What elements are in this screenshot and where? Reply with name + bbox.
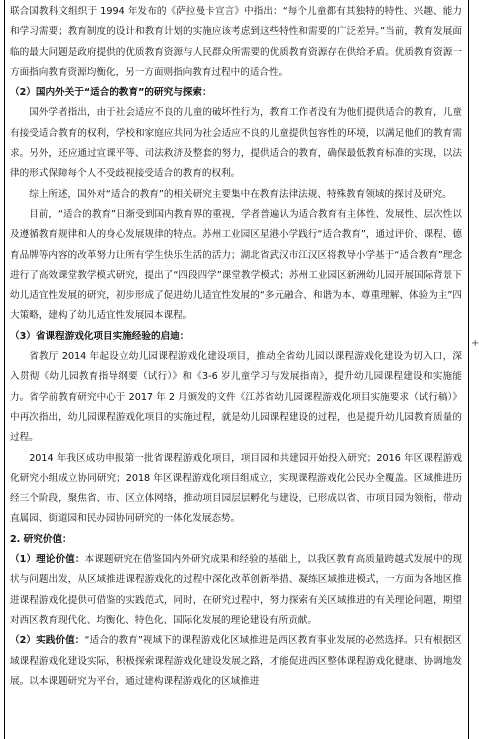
- paragraph-summary: 综上所述，国外对“适合的教育”的相关研究主要集中在教育法律法规、特殊教育领域的探讨及研究。: [29, 188, 452, 200]
- section-heading-research-value: 2. 研究价值：: [10, 533, 72, 545]
- paragraph-foreign-research: 国外学者指出，由于社会适应不良的儿童的破坏性行为，教育工作者没有为他们提供适合的教育，儿童有接受适合教育的权利，学校和家庭应共同为社会适应不良的儿童提供包容性的环境，以满足他们的教育需求。另外，还应通过宣课平等、司法救济及整套的努力，提供适合的教育，确保最低教育标准的实现，以法律的形式保障每个人不受歧视接受适合的教育的权利。: [10, 107, 462, 180]
- paragraph-theory-value: [10, 550, 462, 631]
- paragraph-domestic-research: 目前，“适合的教育”日渐受到国内教育界的重视，学者普遍认为适合教育有主体性、发展性、层次性以及遵循教育规律和人的身心发展规律的特点。苏州工业园区星港小学践行“适合教育”，通过评价、课程、德育品牌等内容的改革努力让所有学生快乐生活的活力；湖北省武汉市江汉区将教导小学基于“适合教育”理念进行了高效课堂教学模式研究，提出了“四段四学”课堂教学模式；苏州工业园区新洲幼儿园开展国际背景下幼儿适宜性发展的研究，初步形成了促进幼儿适宜性发展的“多元融合、和谐为本、尊重理解、体验为主”四大策略，建构了幼儿适宜性发展园本课程。: [10, 208, 462, 322]
- paragraph-district-progress: 2014 年我区成功申报第一批省课程游戏化项目，项目园和共建园开始投入研究；2016 年区课程游戏化研究小组成立协同研究；2018 年区课程游戏化项目组成立，实现课程游戏化公民办全覆盖。区域推进历经三个阶段，聚焦省、市、区立体网络，推动项目园层层孵化与建设，已形成以省、市项目园为领衔，带动直属园、街道园和民办园协同研究的一体化发展态势。: [10, 452, 462, 525]
- text-theory-value: 本课题研究在借鉴国内外研究成果和经验的基础上，以我区教育高质量跨越式发展中的现状与问题出发，从区域推进课程游戏化的过程中深化改革创新举措、凝练区域推进模式，一方面为各地区推进课程游戏化提供可借鉴的实践范式，同时，在研究过程中，努力探索有关区域推进的有关理论问题，期望对西区教育现代化、均衡化、特色化、国际化发展的理论建设有所贡献。: [10, 554, 462, 626]
- margin-plus-marker: +: [471, 338, 479, 349]
- paragraph-salamanca: 联合国教科文组织于 1994 年发布的《萨拉曼卡宣言》中指出：“每个儿童都有其独特的特性、兴趣、能力和学习需要；教育制度的设计和教育计划的实施应该考虑到这些特性和需要的广泛差异。”当前，教育发展面临的最大问题是政府提供的优质教育资源与人民群众所需要的优质教育资源存在供给矛盾。优质教育资源一方面指向教育资源均衡化，另一方面则指向教育过程中的适合性。: [10, 6, 462, 78]
- label-practice-value: （2）实践价值：: [10, 635, 85, 647]
- label-theory-value: （1）理论价值：: [10, 554, 85, 566]
- section-heading-suitable-education: （2）国内外关于“适合的教育”的研究与探索：: [10, 87, 212, 99]
- paragraph-practice-value: [10, 631, 462, 692]
- paragraph-province-project: 省教厅 2014 年起设立幼儿园课程游戏化建设项目，推动全省幼儿园以课程游戏化建设为切入口，深入贯彻《幼儿园教育指导纲要（试行）》和《3-6 岁儿童学习与发展指南》，提升幼儿园课程建设和实施能力。省学前教育研究中心于 2017 年 2 月颁发的文件《江苏省幼儿园课程游戏化项目实施要求（试行稿）》中再次指出，幼儿园课程游戏化项目的实施过程，就是幼儿园课程建设的过程，也是提升幼儿园教育质量的过程。: [10, 351, 462, 444]
- document-body: [10, 2, 462, 692]
- text-practice-value: “适合的教育”视域下的课程游戏化区域推进是西区教育事业发展的必然选择。只有根据区域课程游戏化建设实际，积极探索课程游戏化建设发展之路，才能促进西区整体课程游戏化健康、协调地发展。以本课题研究为平台，通过建构课程游戏化的区域推进: [10, 635, 462, 687]
- section-heading-province-experience: （3）省课程游戏化项目实施经验的启迪：: [10, 330, 190, 342]
